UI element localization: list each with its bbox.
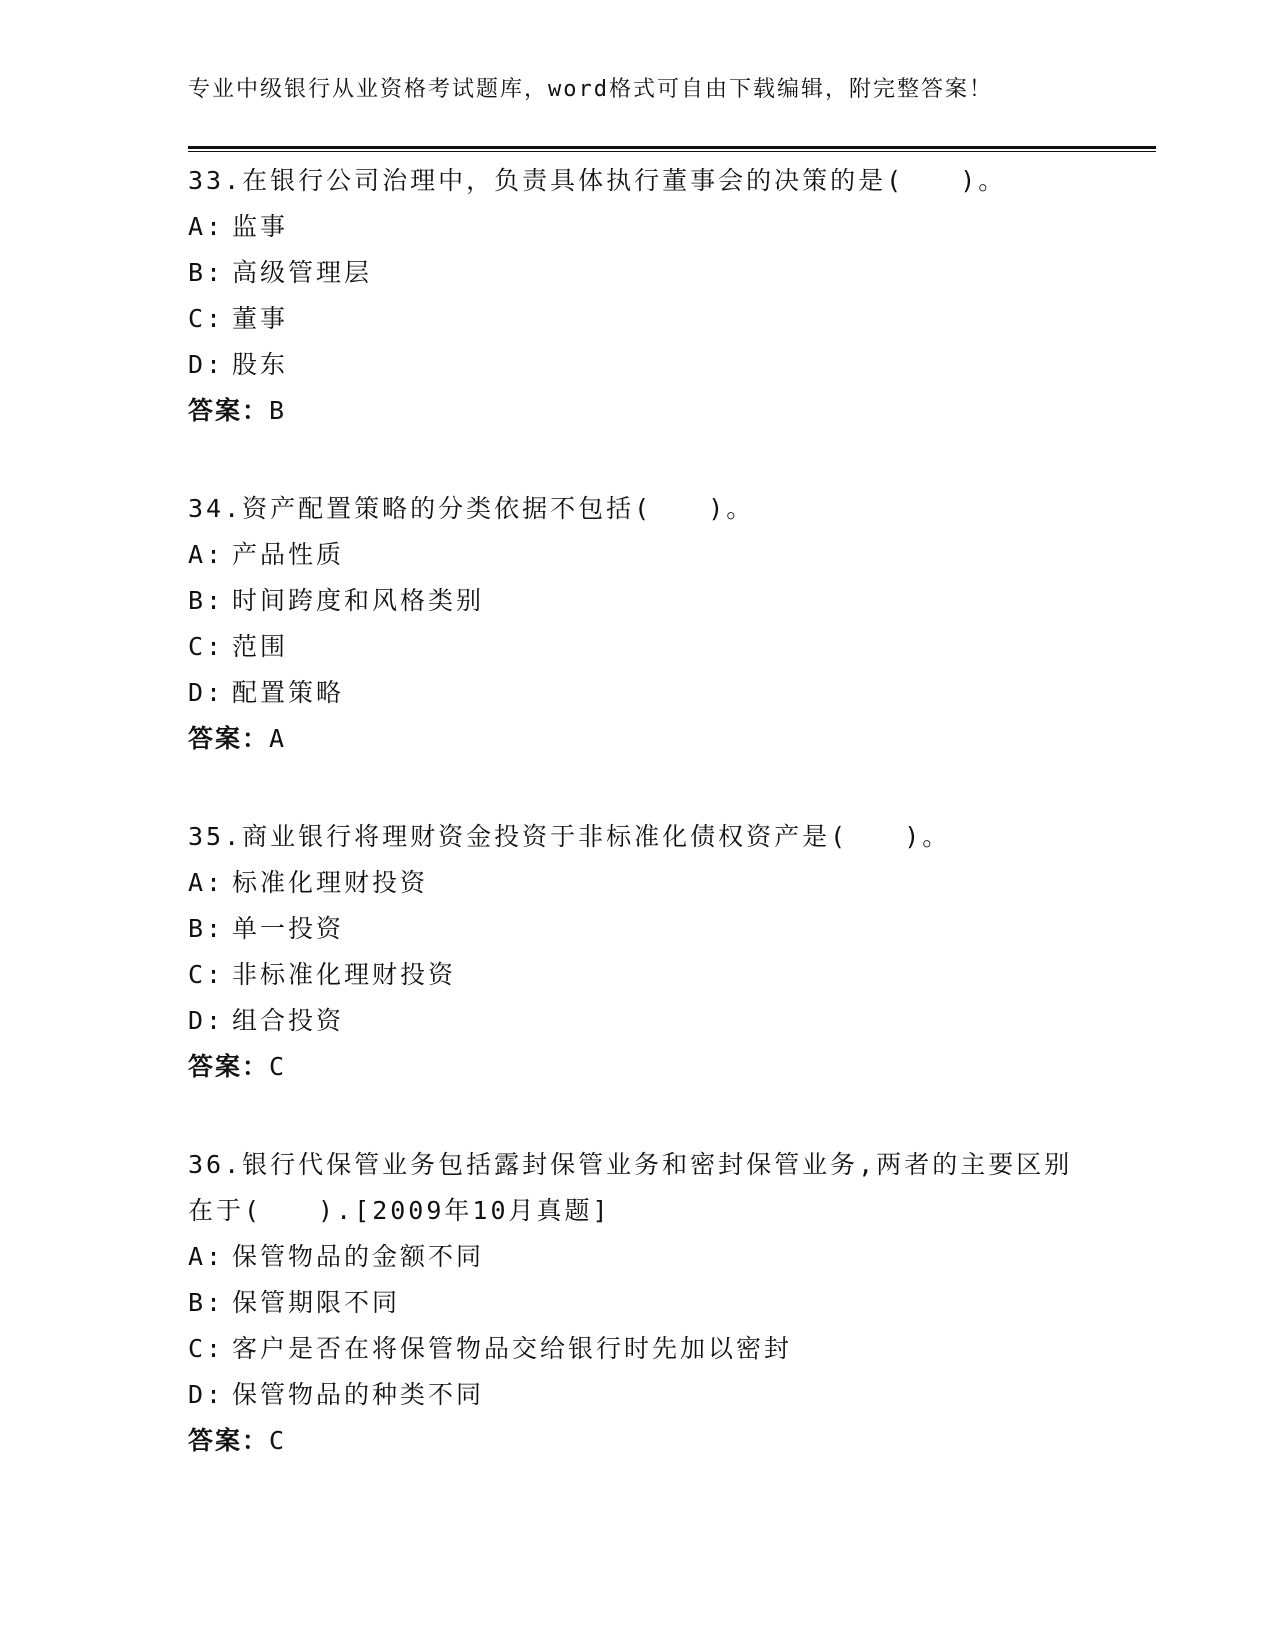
option-text: 监事 — [232, 212, 289, 241]
option-d — [188, 998, 1088, 1044]
option-b — [188, 578, 1088, 624]
option-letter: A: — [188, 540, 225, 569]
option-text: 标准化理财投资 — [232, 868, 429, 897]
option-d — [188, 342, 1088, 388]
option-text: 产品性质 — [232, 540, 345, 569]
option-d — [188, 670, 1088, 716]
option-letter: B: — [188, 914, 225, 943]
option-letter: D: — [188, 350, 225, 379]
option-letter: C: — [188, 632, 225, 661]
option-letter: D: — [188, 1006, 225, 1035]
answer-label: 答案： — [188, 396, 270, 425]
question-36 — [188, 1142, 1088, 1464]
option-letter: A: — [188, 868, 225, 897]
option-b — [188, 250, 1088, 296]
option-text: 时间跨度和风格类别 — [232, 586, 485, 615]
option-c — [188, 1326, 1088, 1372]
option-text: 非标准化理财投资 — [232, 960, 457, 989]
option-letter: A: — [188, 1242, 225, 1271]
option-text: 高级管理层 — [232, 258, 373, 287]
option-b — [188, 906, 1088, 952]
answer-value: C — [269, 1426, 287, 1455]
option-a — [188, 860, 1088, 906]
option-letter: A: — [188, 212, 225, 241]
answer-label: 答案： — [188, 724, 270, 753]
answer-value: B — [269, 396, 287, 425]
option-text: 董事 — [232, 304, 289, 333]
option-letter: C: — [188, 304, 225, 333]
option-text: 配置策略 — [232, 678, 345, 707]
answer-line — [188, 1418, 1088, 1464]
option-text: 组合投资 — [232, 1006, 345, 1035]
option-a — [188, 532, 1088, 578]
answer-value: C — [269, 1052, 287, 1081]
option-letter: D: — [188, 678, 225, 707]
answer-line — [188, 388, 1088, 434]
option-letter: C: — [188, 1334, 225, 1363]
answer-label: 答案： — [188, 1052, 270, 1081]
answer-line — [188, 716, 1088, 762]
question-34 — [188, 486, 1088, 762]
option-letter: D: — [188, 1380, 225, 1409]
question-35 — [188, 814, 1088, 1090]
option-text: 股东 — [232, 350, 289, 379]
option-b — [188, 1280, 1088, 1326]
question-stem: 35.商业银行将理财资金投资于非标准化债权资产是( )。 — [188, 822, 951, 851]
option-text: 单一投资 — [232, 914, 345, 943]
question-stem: 33.在银行公司治理中，负责具体执行董事会的决策的是( )。 — [188, 166, 1007, 195]
option-letter: C: — [188, 960, 225, 989]
option-text: 保管物品的种类不同 — [232, 1380, 485, 1409]
option-a — [188, 204, 1088, 250]
option-c — [188, 624, 1088, 670]
page-header-text: 专业中级银行从业资格考试题库，word格式可自由下载编辑，附完整答案！ — [188, 77, 993, 102]
option-letter: B: — [188, 1288, 225, 1317]
option-text: 保管期限不同 — [232, 1288, 401, 1317]
option-text: 保管物品的金额不同 — [232, 1242, 485, 1271]
option-c — [188, 952, 1088, 998]
option-a — [188, 1234, 1088, 1280]
option-letter: B: — [188, 586, 225, 615]
question-stem: 36.银行代保管业务包括露封保管业务和密封保管业务,两者的主要区别在于( ).[2009年10月真题] — [188, 1150, 1073, 1225]
option-d — [188, 1372, 1088, 1418]
option-c — [188, 296, 1088, 342]
header-divider — [188, 146, 1156, 152]
question-stem: 34.资产配置策略的分类依据不包括( )。 — [188, 494, 755, 523]
option-text: 范围 — [232, 632, 289, 661]
answer-label: 答案： — [188, 1426, 270, 1455]
answer-line — [188, 1044, 1088, 1090]
question-list — [188, 158, 1088, 1516]
option-text: 客户是否在将保管物品交给银行时先加以密封 — [232, 1334, 793, 1363]
question-33 — [188, 158, 1088, 434]
answer-value: A — [269, 724, 287, 753]
option-letter: B: — [188, 258, 225, 287]
